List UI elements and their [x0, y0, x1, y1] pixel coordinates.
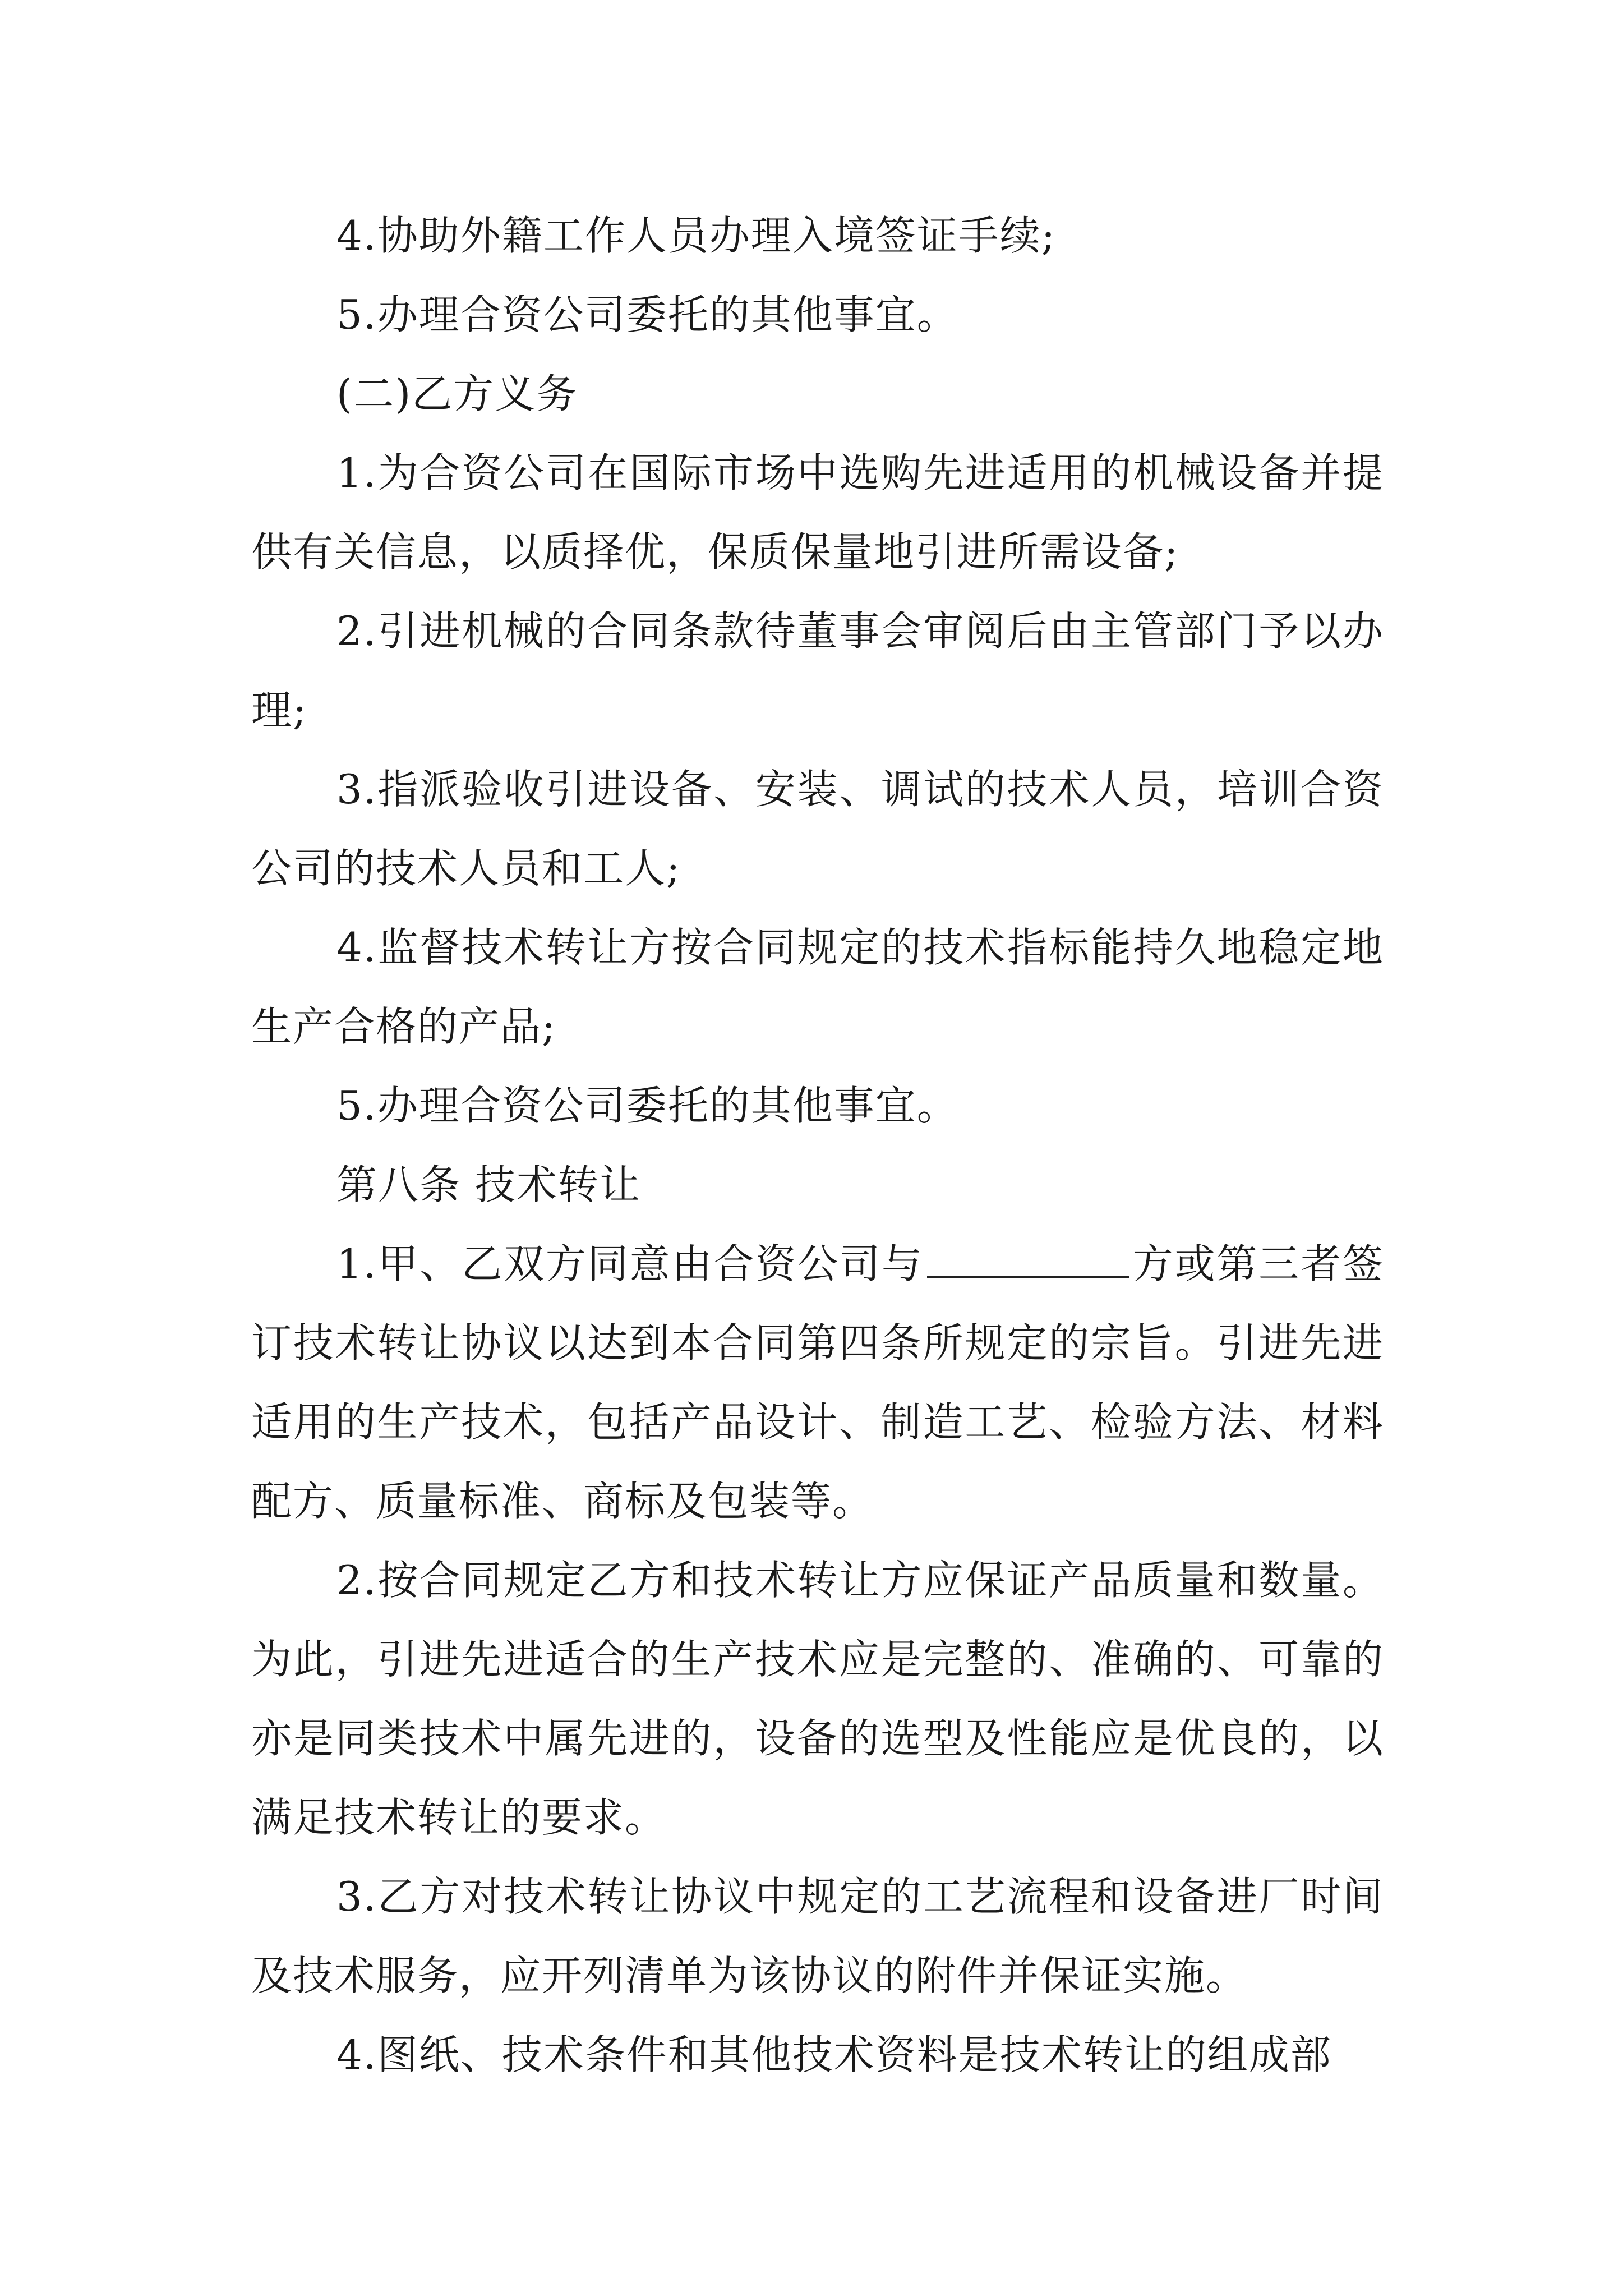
- paragraph-transfer-agreement-after: 方或第三者签订技术转让协议以达到本合同第四条所规定的宗旨。引进先进适用的生产技术，包括产品设计、制造工艺、检验方法、材料配方、质量标准、商标及包装等。: [251, 1240, 1384, 1525]
- fill-in-blank: [927, 1236, 1129, 1278]
- paragraph-transfer-agreement: [251, 1225, 1384, 1541]
- paragraph-quality-guarantee: 2.按合同规定乙方和技术转让方应保证产品质量和数量。为此，引进先进适合的生产技术应是完整的、准确的、可靠的亦是同类技术中属先进的，设备的选型及性能应是优良的，以满足技术转让的要求。: [251, 1557, 1384, 1841]
- paragraph-other-matters-b: 5.办理合资公司委托的其他事宜。: [336, 1082, 958, 1129]
- paragraph-supervision: 4.监督技术转让方按合同规定的技术指标能持久地稳定地生产合格的产品;: [251, 924, 1384, 1050]
- paragraph-drawings: 4.图纸、技术条件和其他技术资料是技术转让的组成部: [336, 2031, 1332, 2078]
- section-heading-party-b-obligations: (二)乙方义务: [336, 370, 578, 417]
- paragraph-equipment-selection: 1.为合资公司在国际市场中选购先进适用的机械设备并提供有关信息，以质择优，保质保量地引进所需设备;: [251, 449, 1384, 576]
- article-heading-technology-transfer: 第八条 技术转让: [336, 1161, 641, 1208]
- paragraph-visa-assistance: 4.协助外籍工作人员办理入境签证手续;: [336, 212, 1056, 259]
- paragraph-other-matters-a: 5.办理合资公司委托的其他事宜。: [336, 291, 958, 338]
- document-body: [251, 196, 1384, 2095]
- paragraph-transfer-agreement-before: 1.甲、乙双方同意由合资公司与: [336, 1240, 924, 1287]
- paragraph-technical-staff: 3.指派验收引进设备、安装、调试的技术人员，培训合资公司的技术人员和工人;: [251, 766, 1384, 892]
- paragraph-process-list: 3.乙方对技术转让协议中规定的工艺流程和设备进厂时间及技术服务，应开列清单为该协议的附件并保证实施。: [251, 1873, 1384, 1999]
- paragraph-contract-terms: 2.引进机械的合同条款待董事会审阅后由主管部门予以办理;: [251, 608, 1384, 734]
